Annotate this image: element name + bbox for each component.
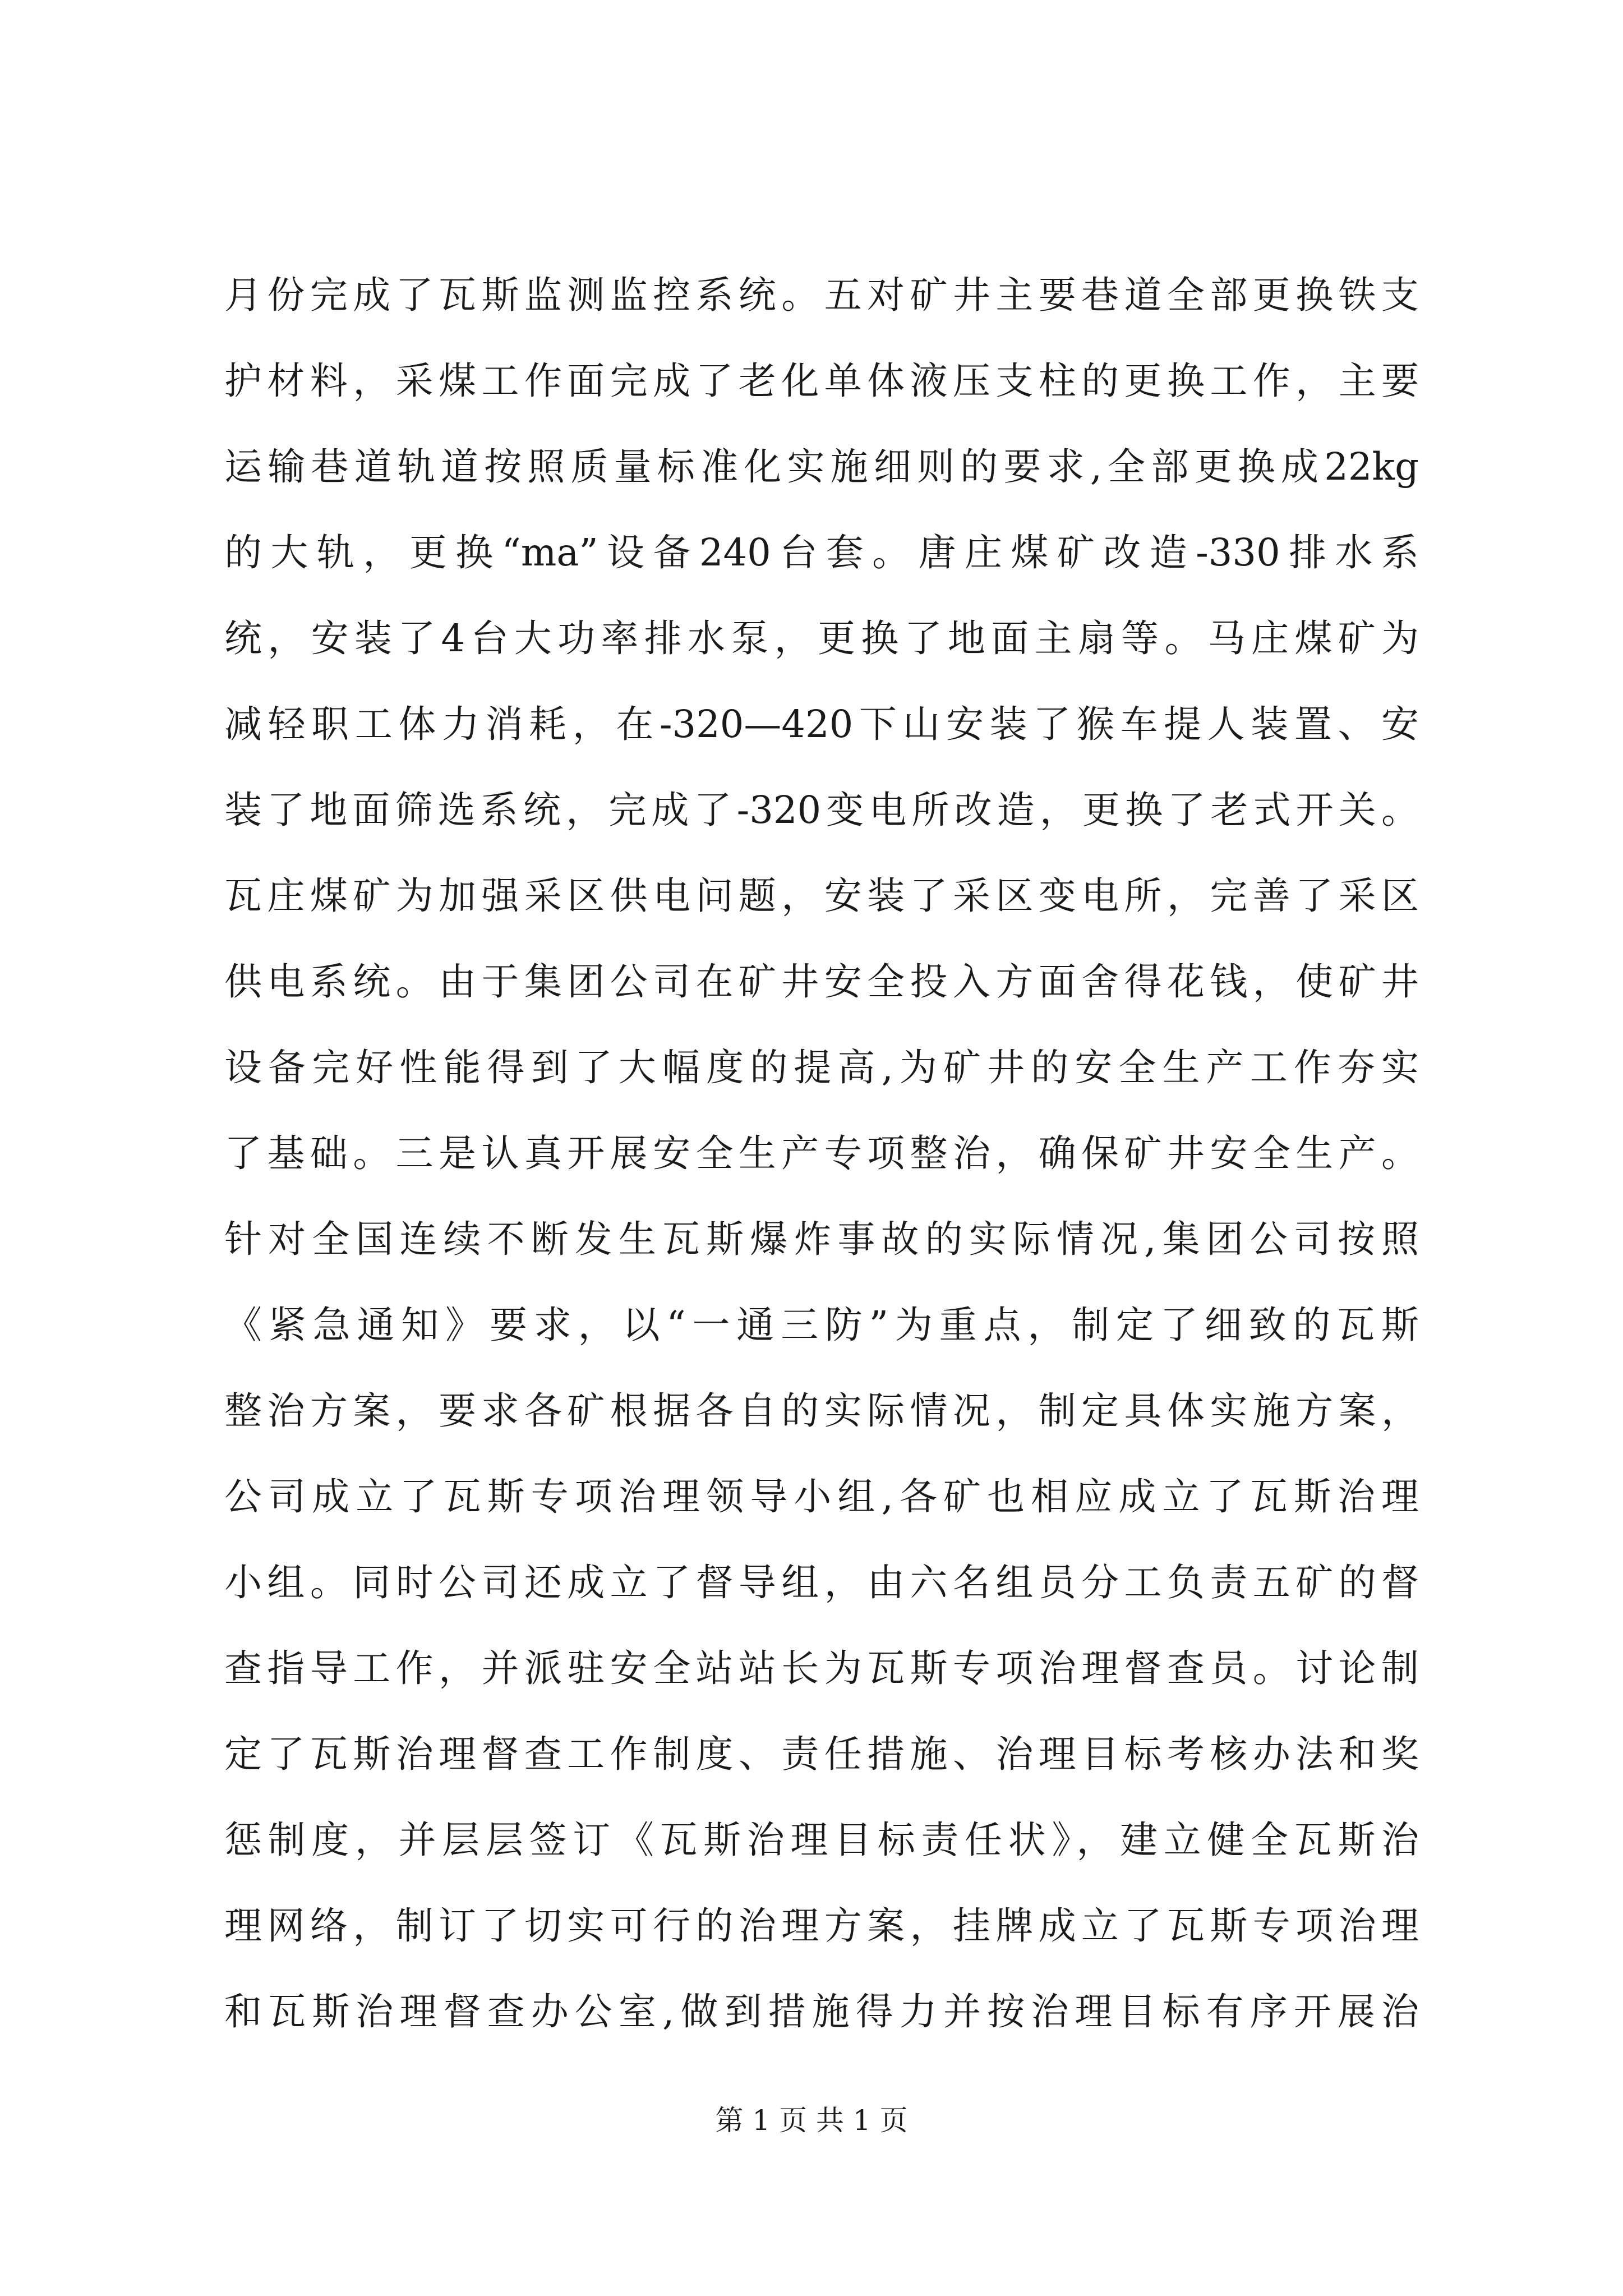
text-line: 定了瓦斯治理督查工作制度、责任措施、治理目标考核办法和奖 [224,1732,1419,1776]
text-line: 和瓦斯治理督查办公室,做到措施得力并按治理目标有序开展治 [224,1990,1419,2033]
text-line: 护材料，采煤工作面完成了老化单体液压支柱的更换工作，主要 [224,359,1419,403]
body-text [224,252,1419,2055]
page-number-label: 第 1 页 共 1 页 [715,2104,908,2137]
text-line: 装了地面筛选系统，完成了-320变电所改造，更换了老式开关。 [224,788,1419,832]
text-line: 惩制度，并层层签订《瓦斯治理目标责任状》，建立健全瓦斯治 [224,1818,1419,1862]
text-line: 公司成立了瓦斯专项治理领导小组,各矿也相应成立了瓦斯治理 [224,1475,1419,1519]
text-line: 查指导工作，并派驻安全站站长为瓦斯专项治理督查员。讨论制 [224,1646,1419,1690]
text-line: 供电系统。由于集团公司在矿井安全投入方面舍得花钱，使矿井 [224,960,1419,1004]
text-line: 小组。同时公司还成立了督导组，由六名组员分工负责五矿的督 [224,1561,1419,1604]
text-line: 瓦庄煤矿为加强采区供电问题，安装了采区变电所，完善了采区 [224,874,1419,918]
text-line: 《紧急通知》要求，以“一通三防”为重点，制定了细致的瓦斯 [224,1303,1419,1347]
text-line: 月份完成了瓦斯监测监控系统。五对矿井主要巷道全部更换铁支 [224,273,1419,317]
text-line: 减轻职工体力消耗，在-320—420下山安装了猴车提人装置、安 [224,702,1419,746]
text-line: 理网络，制订了切实可行的治理方案，挂牌成立了瓦斯专项治理 [224,1904,1419,1948]
text-line: 设备完好性能得到了大幅度的提高,为矿井的安全生产工作夯实 [224,1046,1419,1089]
text-line: 运输巷道轨道按照质量标准化实施细则的要求,全部更换成22kg [224,445,1419,489]
text-line: 的大轨，更换“ma”设备240台套。唐庄煤矿改造-330排水系 [224,531,1419,574]
page-footer [0,2101,1623,2140]
text-line: 整治方案，要求各矿根据各自的实际情况，制定具体实施方案， [224,1389,1419,1433]
text-line: 针对全国连续不断发生瓦斯爆炸事故的实际情况,集团公司按照 [224,1217,1419,1261]
text-line: 了基础。三是认真开展安全生产专项整治，确保矿井安全生产。 [224,1131,1419,1175]
text-line: 统，安装了4台大功率排水泵，更换了地面主扇等。马庄煤矿为 [224,616,1419,660]
